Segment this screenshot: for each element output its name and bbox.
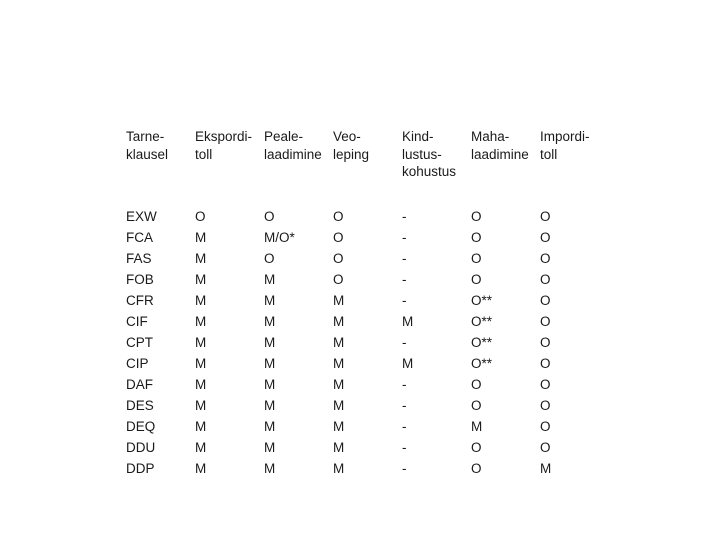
cell-insurance: -	[402, 461, 407, 476]
cell-loading: M	[264, 335, 276, 350]
cell-clause: EXW	[126, 209, 157, 224]
cell-insurance: -	[402, 293, 407, 308]
header-kindlustuskohustus: Kind- lustus- kohustus	[402, 129, 457, 179]
cell-clause: CIP	[126, 356, 149, 371]
cell-loading: O	[264, 209, 275, 224]
cell-export-customs: M	[195, 335, 207, 350]
cell-clause: DDP	[126, 461, 155, 476]
cell-export-customs: M	[195, 314, 207, 329]
cell-carriage-contract: M	[333, 335, 345, 350]
cell-clause: FOB	[126, 272, 154, 287]
cell-insurance: -	[402, 230, 407, 245]
cell-unloading: O**	[471, 314, 493, 329]
cell-loading: M	[264, 461, 276, 476]
cell-loading: M/O*	[264, 230, 295, 245]
cell-export-customs: M	[195, 272, 207, 287]
cell-carriage-contract: M	[333, 440, 345, 455]
cell-unloading: O	[471, 461, 482, 476]
cell-loading: M	[264, 272, 276, 287]
cell-insurance: -	[402, 251, 407, 266]
cell-export-customs: M	[195, 251, 207, 266]
cell-import-customs: O	[540, 440, 551, 455]
header-mahalaadimine: Maha- laadimine	[471, 129, 529, 162]
cell-loading: M	[264, 356, 276, 371]
cell-import-customs: O	[540, 377, 551, 392]
cell-loading: M	[264, 377, 276, 392]
cell-export-customs: M	[195, 293, 207, 308]
cell-import-customs: O	[540, 293, 551, 308]
cell-carriage-contract: O	[333, 209, 344, 224]
cell-export-customs: M	[195, 440, 207, 455]
cell-unloading: O**	[471, 335, 493, 350]
cell-unloading: O	[471, 398, 482, 413]
cell-import-customs: O	[540, 314, 551, 329]
cell-import-customs: O	[540, 209, 551, 224]
cell-insurance: -	[402, 419, 407, 434]
cell-unloading: O**	[471, 356, 493, 371]
cell-export-customs: O	[195, 209, 206, 224]
cell-clause: DEQ	[126, 419, 156, 434]
cell-clause: CIF	[126, 314, 148, 329]
cell-carriage-contract: O	[333, 230, 344, 245]
cell-carriage-contract: O	[333, 272, 344, 287]
cell-unloading: O	[471, 230, 482, 245]
cell-insurance: -	[402, 209, 407, 224]
header-tarneklausel: Tarne- klausel	[126, 129, 169, 162]
cell-import-customs: O	[540, 419, 551, 434]
cell-loading: M	[264, 419, 276, 434]
cell-export-customs: M	[195, 398, 207, 413]
header-veoleping: Veo- leping	[333, 129, 370, 162]
cell-carriage-contract: O	[333, 251, 344, 266]
cell-clause: CFR	[126, 293, 154, 308]
cell-import-customs: O	[540, 272, 551, 287]
cell-insurance: -	[402, 377, 407, 392]
cell-loading: M	[264, 398, 276, 413]
cell-export-customs: M	[195, 419, 207, 434]
cell-insurance: -	[402, 272, 407, 287]
cell-loading: O	[264, 251, 275, 266]
cell-unloading: O	[471, 272, 482, 287]
cell-export-customs: M	[195, 230, 207, 245]
cell-carriage-contract: M	[333, 356, 345, 371]
cell-export-customs: M	[195, 461, 207, 476]
cell-export-customs: M	[195, 356, 207, 371]
cell-unloading: O	[471, 251, 482, 266]
cell-insurance: -	[402, 398, 407, 413]
cell-clause: DAF	[126, 377, 153, 392]
cell-clause: FCA	[126, 230, 153, 245]
cell-insurance: -	[402, 440, 407, 455]
cell-insurance: M	[402, 356, 414, 371]
cell-clause: DDU	[126, 440, 156, 455]
header-pealelaadimine: Peale- laadimine	[264, 129, 322, 162]
cell-carriage-contract: M	[333, 398, 345, 413]
cell-carriage-contract: M	[333, 293, 345, 308]
cell-unloading: O	[471, 377, 482, 392]
header-impordi-toll: Impordi- toll	[540, 129, 590, 162]
cell-import-customs: O	[540, 356, 551, 371]
cell-unloading: O	[471, 440, 482, 455]
cell-carriage-contract: M	[333, 377, 345, 392]
cell-clause: FAS	[126, 251, 152, 266]
cell-unloading: O	[471, 209, 482, 224]
cell-insurance: M	[402, 314, 414, 329]
cell-import-customs: O	[540, 335, 551, 350]
header-ekspordi-toll: Ekspordi- toll	[195, 129, 253, 162]
cell-import-customs: M	[540, 461, 552, 476]
cell-import-customs: O	[540, 230, 551, 245]
cell-import-customs: O	[540, 251, 551, 266]
cell-clause: CPT	[126, 335, 153, 350]
cell-loading: M	[264, 314, 276, 329]
cell-loading: M	[264, 440, 276, 455]
cell-unloading: O**	[471, 293, 493, 308]
cell-insurance: -	[402, 335, 407, 350]
cell-carriage-contract: M	[333, 314, 345, 329]
cell-clause: DES	[126, 398, 154, 413]
cell-export-customs: M	[195, 377, 207, 392]
cell-loading: M	[264, 293, 276, 308]
cell-carriage-contract: M	[333, 461, 345, 476]
cell-import-customs: O	[540, 398, 551, 413]
cell-carriage-contract: M	[333, 419, 345, 434]
cell-unloading: M	[471, 419, 483, 434]
